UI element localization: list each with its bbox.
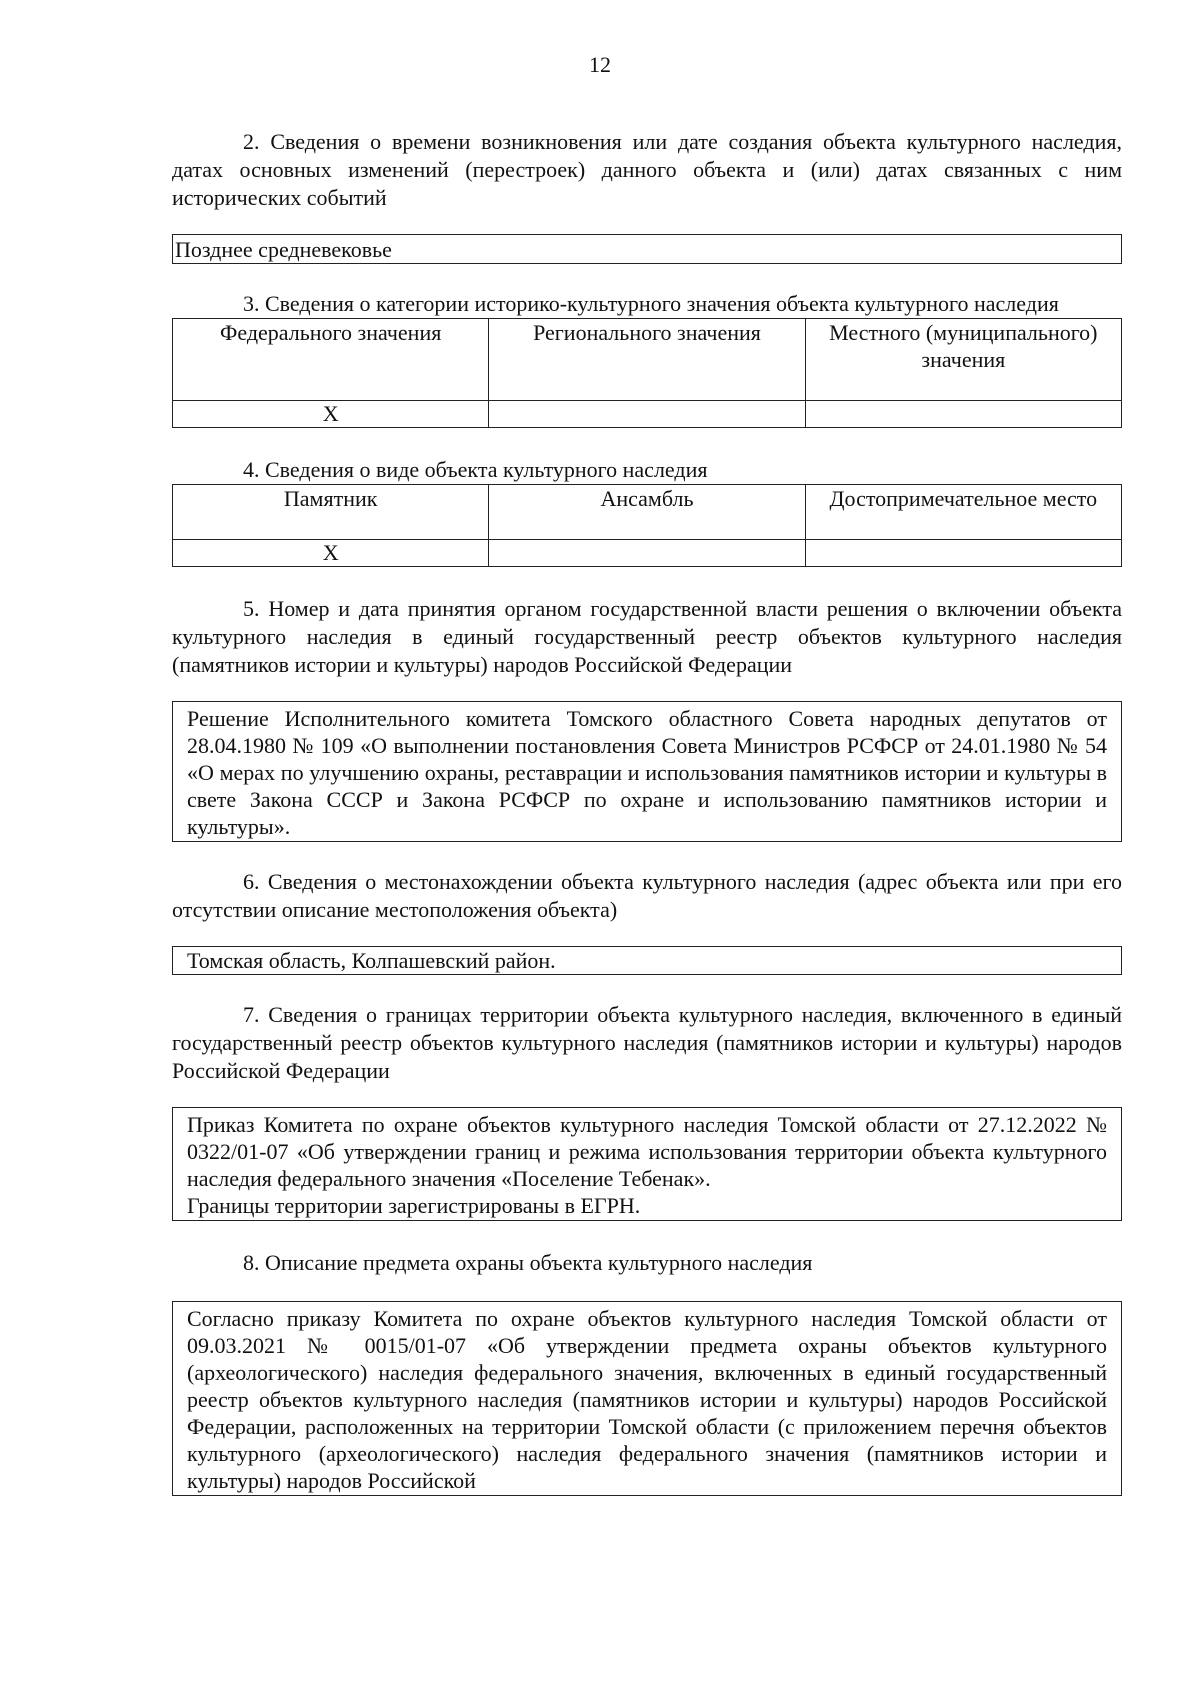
mark-regional <box>489 401 805 428</box>
object-type-table <box>172 484 1122 567</box>
column-landmark: Достопримечательное место <box>805 485 1121 540</box>
table-header-row <box>173 485 1122 540</box>
column-federal: Федерального значения <box>173 319 489 401</box>
document-body <box>172 128 1122 1496</box>
section-7-heading: 7. Сведения о границах территории объекта культурного наследия, включенного в единый государственный реестр объектов культурного наследия (памятников истории и культуры) народов Российской Федерации <box>172 1002 1122 1083</box>
mark-monument: X <box>173 540 489 567</box>
section-8-heading: 8. Описание предмета охраны объекта культурного наследия <box>243 1250 813 1275</box>
mark-local <box>805 401 1121 428</box>
column-local: Местного (муниципального) значения <box>805 319 1121 401</box>
section-7-registry-note: Границы территории зарегистрированы в ЕГРН. <box>187 1193 641 1218</box>
mark-federal: X <box>173 401 489 428</box>
section-5-value: Решение Исполнительного комитета Томского областного Совета народных депутатов от 28.04.1980 № 109 «О выполнении постановления Совета Министров РСФСР от 24.01.1980 № 54 «О мерах по улучшению охраны, реставрации и использования памятников истории и культуры в свете Закона СССР и Закона РСФСР по охране и использованию памятников истории и культуры». <box>172 701 1122 842</box>
section-8-value: Согласно приказу Комитета по охране объектов культурного наследия Томской области от 09.03.2021 № 0015/01-07 «Об утверждении предмета охраны объектов культурного (археологического) наследия федерального значения, включенных в единый государственный реестр объектов культурного наследия (памятников истории и культуры) народов Российской Федерации, расположенных на территории Томской области (с приложением перечня объектов культурного (археологического) наследия федерального значения (памятников истории и культуры) народов Российской <box>172 1301 1122 1496</box>
section-2-value: Позднее средневековье <box>172 234 1122 264</box>
section-6-heading: 6. Сведения о местонахождении объекта культурного наследия (адрес объекта или при его отсутствии описание местоположения объекта) <box>172 869 1122 922</box>
section-7-value <box>172 1107 1122 1221</box>
page-number: 12 <box>589 52 611 77</box>
section-2-heading: 2. Сведения о времени возникновения или дате создания объекта культурного наследия, датах основных изменений (перестроек) данного объекта и (или) датах связанных с ним исторических событий <box>172 129 1122 210</box>
column-monument: Памятник <box>173 485 489 540</box>
section-3-heading: 3. Сведения о категории историко-культурного значения объекта культурного наследия <box>243 291 1059 316</box>
table-header-row <box>173 319 1122 401</box>
section-5-heading: 5. Номер и дата принятия органом государственной власти решения о включении объекта культурного наследия в единый государственный реестр объектов культурного наследия (памятников истории и культуры) народов Российской Федерации <box>172 596 1122 677</box>
table-row <box>173 401 1122 428</box>
section-7-order-text: Приказ Комитета по охране объектов культурного наследия Томской области от 27.12.2022 № 0322/01-07 «Об утверждении границ и режима использования территории объекта культурного наследия федерального значения «Поселение Тебенак». <box>187 1112 1107 1191</box>
column-ensemble: Ансамбль <box>489 485 805 540</box>
section-6-value: Томская область, Колпашевский район. <box>172 946 1122 975</box>
section-4-heading: 4. Сведения о виде объекта культурного наследия <box>243 457 708 482</box>
table-row <box>173 540 1122 567</box>
mark-landmark <box>805 540 1121 567</box>
significance-category-table <box>172 318 1122 428</box>
mark-ensemble <box>489 540 805 567</box>
column-regional: Регионального значения <box>489 319 805 401</box>
